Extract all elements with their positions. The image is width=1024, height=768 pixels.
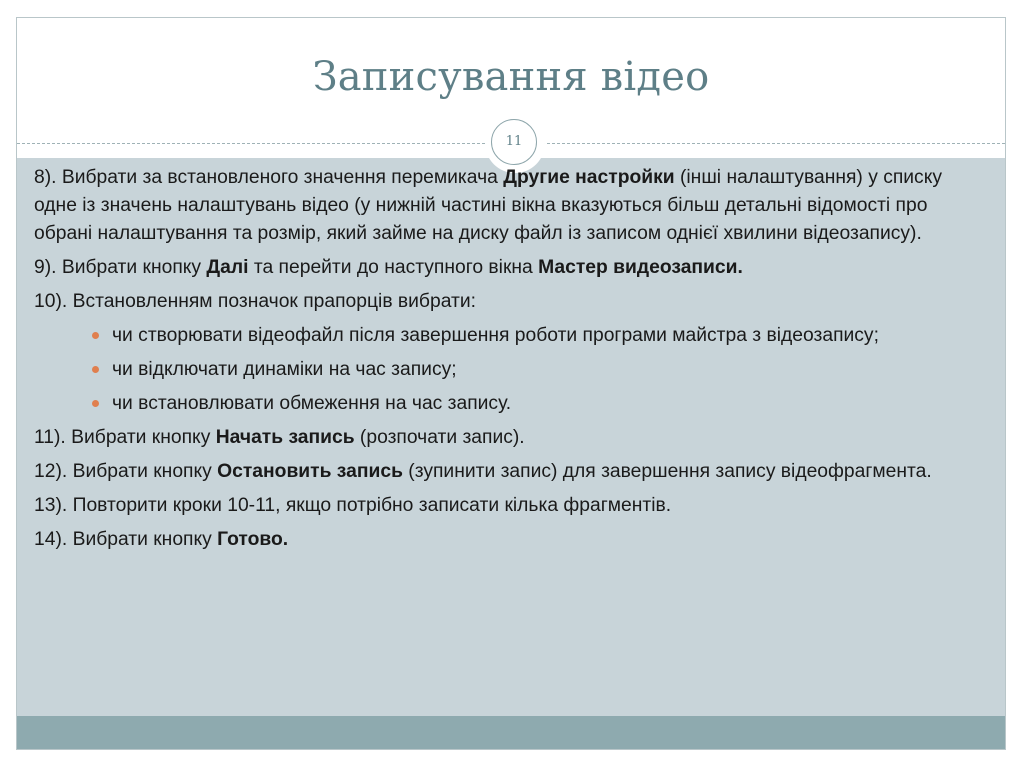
bullet-dot-icon: [92, 400, 99, 407]
slide-body: [34, 164, 964, 560]
step-9-text-middle: та перейти до наступного вікна: [248, 257, 539, 278]
step-9-text: 9). Вибрати кнопку: [34, 257, 207, 278]
page-number: 11: [491, 119, 537, 165]
step-12-text-after: (зупинити запис) для завершення запису відеофрагмента.: [402, 461, 932, 482]
bullet-item: [34, 390, 964, 418]
step-14-bold: Готово.: [217, 529, 289, 550]
step-8-text: 8). Вибрати за встановленого значення перемикача: [34, 167, 504, 188]
step-9-bold-next: Далі: [206, 257, 249, 278]
step-12-bold: Остановить запись: [217, 461, 403, 482]
step-14-text: 14). Вибрати кнопку: [34, 529, 218, 550]
footer-bar: [17, 716, 1005, 750]
slide-title: Записування відео: [312, 54, 710, 100]
bullet-item: [34, 322, 964, 350]
step-10: 10). Встановленням позначок прапорців вибрати:: [34, 291, 476, 312]
step-11-text: 11). Вибрати кнопку: [34, 427, 216, 448]
step-11: [34, 424, 964, 452]
bullet-dot-icon: [92, 332, 99, 339]
step-11-bold: Начать запись: [215, 427, 355, 448]
bullet-text: чи створювати відеофайл після завершення роботи програми майстра з відеозапису;: [112, 325, 879, 346]
step-13: 13). Повторити кроки 10-11, якщо потрібно записати кілька фрагментів.: [34, 495, 672, 516]
step-11-text-after: (розпочати запис).: [354, 427, 525, 448]
bullet-dot-icon: [92, 366, 99, 373]
bullet-text: чи встановлювати обмеження на час запису.: [112, 393, 512, 414]
bullet-text: чи відключати динаміки на час запису;: [112, 359, 457, 380]
step-14: [34, 526, 964, 554]
step-9-bold-wizard: Мастер видеозаписи.: [538, 257, 743, 278]
step-12-text: 12). Вибрати кнопку: [34, 461, 218, 482]
step-8-bold: Другие настройки: [503, 167, 675, 188]
bullet-item: [34, 356, 964, 384]
step-12: [34, 458, 964, 486]
step-8: [34, 164, 964, 248]
step-9: [34, 254, 964, 282]
step-8-text-after: (інші налаштування) у списку одне із значень налаштувань відео (у нижній частині вікна вказуються більш детальні відомості про обрані налаштування та розмір, який займе на диску файл із записом однієї хвилини відеозапису).: [34, 167, 942, 244]
